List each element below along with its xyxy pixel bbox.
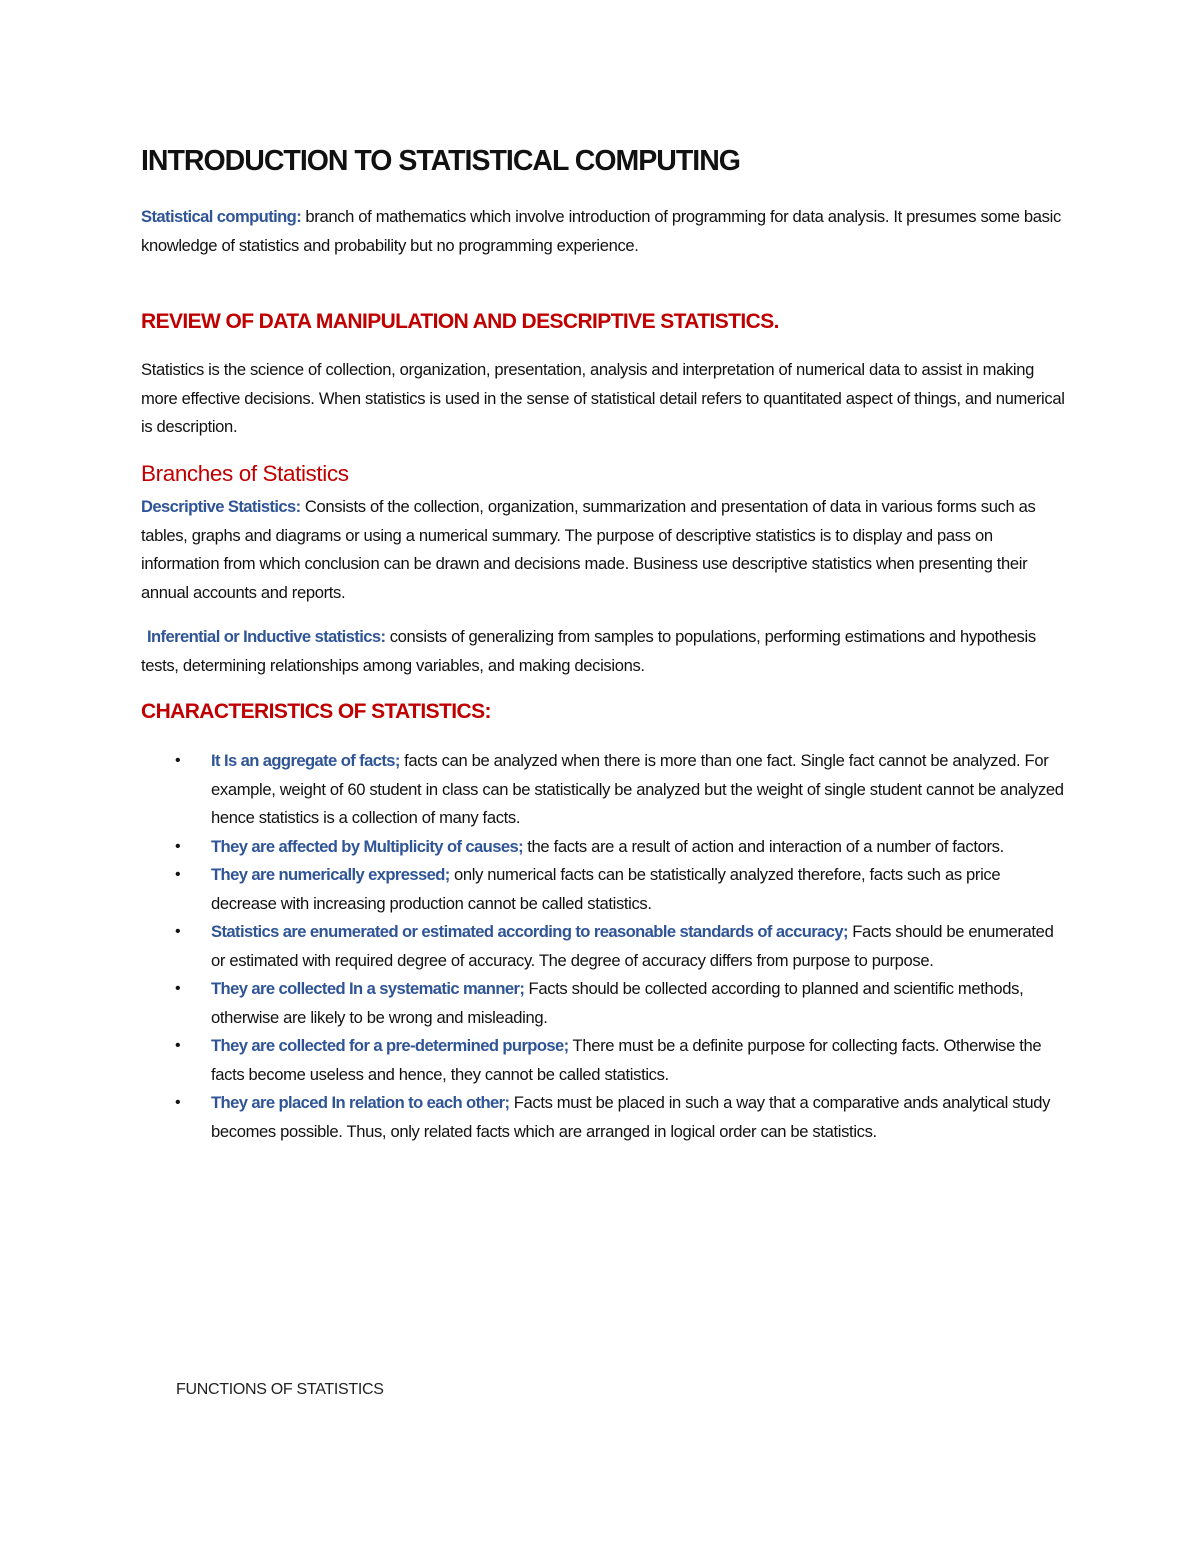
inferential-term: Inferential or Inductive statistics: bbox=[147, 627, 386, 646]
intro-term: Statistical computing: bbox=[141, 207, 302, 226]
item-term: They are numerically expressed; bbox=[211, 865, 450, 884]
inferential-text: consists of generalizing from samples to populations, performing estimations and hypothesis tests, determining relationships among variables, and making decisions. bbox=[141, 627, 1036, 675]
bullet-icon: • bbox=[175, 923, 181, 940]
characteristics-heading: CHARACTERISTICS OF STATISTICS: bbox=[141, 700, 491, 723]
inferential-paragraph bbox=[141, 623, 1066, 680]
bullet-icon: • bbox=[175, 980, 181, 997]
bullet-icon: • bbox=[175, 837, 181, 855]
list-item bbox=[141, 1089, 1066, 1146]
item-text: the facts are a result of action and interaction of a number of factors. bbox=[523, 836, 1004, 856]
descriptive-term: Descriptive Statistics: bbox=[141, 497, 301, 516]
item-term: Statistics are enumerated or estimated according to reasonable standards of accuracy; bbox=[211, 922, 848, 941]
item-term: They are placed In relation to each other; bbox=[211, 1093, 510, 1112]
characteristics-list bbox=[141, 747, 1066, 1146]
item-text: only numerical facts can be statistically analyzed therefore, facts such as price decrease with increasing production cannot be called statistics. bbox=[211, 865, 1001, 913]
item-text: Facts must be placed in such a way that a comparative ands analytical study becomes possible. Thus, only related facts which are arranged in logical order can be statistics. bbox=[211, 1093, 1051, 1141]
bullet-icon: • bbox=[175, 1037, 181, 1054]
list-item bbox=[141, 975, 1066, 1032]
item-term: They are collected for a pre-determined purpose; bbox=[211, 1036, 569, 1055]
intro-text: branch of mathematics which involve introduction of programming for data analysis. It presumes some basic knowledge of statistics and probability but no programming experience. bbox=[141, 207, 1061, 255]
bullet-icon: • bbox=[175, 752, 181, 769]
descriptive-text: Consists of the collection, organization, summarization and presentation of data in various forms such as tables, graphs and diagrams or using a numerical summary. The purpose of descriptive statistics is to display and pass on information from which conclusion can be drawn and decisions made. Business use descriptive statistics when presenting their annual accounts and reports. bbox=[141, 497, 1036, 602]
functions-heading: FUNCTIONS OF STATISTICS bbox=[176, 1381, 384, 1398]
review-heading: REVIEW OF DATA MANIPULATION AND DESCRIPTIVE STATISTICS. bbox=[141, 310, 779, 333]
item-text: There must be a definite purpose for collecting facts. Otherwise the facts become useless and hence, they cannot be called statistics. bbox=[211, 1036, 1042, 1084]
branches-heading: Branches of Statistics bbox=[141, 461, 349, 486]
list-item bbox=[141, 833, 1066, 862]
list-item bbox=[141, 918, 1066, 975]
item-text: facts can be analyzed when there is more than one fact. Single fact cannot be analyzed. For example, weight of 60 student in class can be statistically be analyzed but the weight of single student cannot be analyzed hence statistics is a collection of many facts. bbox=[211, 751, 1064, 827]
list-item bbox=[141, 1032, 1066, 1089]
bullet-icon: • bbox=[175, 866, 181, 883]
bullet-icon: • bbox=[175, 1094, 181, 1111]
review-paragraph: Statistics is the science of collection, organization, presentation, analysis and interpretation of numerical data to assist in making more effective decisions. When statistics is used in the sense of statistical detail refers to quantitated aspect of things, and numerical is description. bbox=[141, 360, 1065, 436]
intro-paragraph bbox=[141, 203, 1066, 260]
document-title: INTRODUCTION TO STATISTICAL COMPUTING bbox=[141, 145, 740, 177]
item-term: They are collected In a systematic manner; bbox=[211, 979, 525, 998]
item-term: They are affected by Multiplicity of causes; bbox=[211, 836, 524, 856]
item-text: Facts should be collected according to planned and scientific methods, otherwise are likely to be wrong and misleading. bbox=[211, 979, 1024, 1027]
item-term: It Is an aggregate of facts; bbox=[211, 751, 400, 770]
descriptive-paragraph bbox=[141, 493, 1066, 607]
list-item bbox=[141, 861, 1066, 918]
item-text: Facts should be enumerated or estimated with required degree of accuracy. The degree of accuracy differs from purpose to purpose. bbox=[211, 922, 1054, 970]
list-item bbox=[141, 747, 1066, 833]
